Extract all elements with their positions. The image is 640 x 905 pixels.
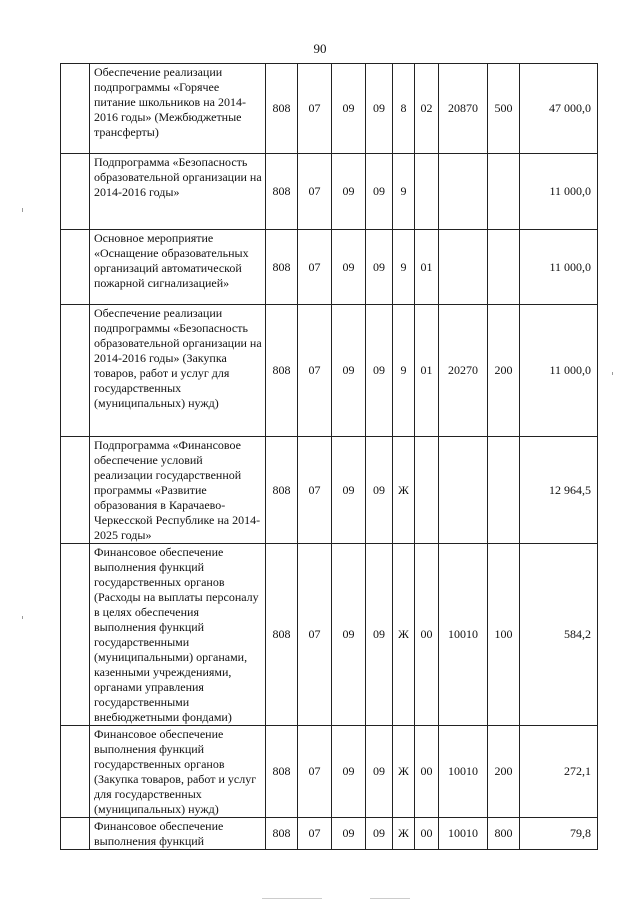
row-number-cell — [61, 230, 90, 305]
subprogram-code-cell: 9 — [393, 230, 415, 305]
ministry-code-cell: 808 — [266, 230, 298, 305]
row-number-cell — [61, 154, 90, 230]
amount-cell: 272,1 — [520, 726, 598, 818]
row-number-cell — [61, 818, 90, 850]
event-code-cell: 01 — [415, 305, 439, 437]
subsection-code-cell: 09 — [332, 305, 366, 437]
direction-code-cell: 20270 — [439, 305, 488, 437]
scan-mark — [262, 898, 322, 899]
section-code-cell: 07 — [298, 305, 332, 437]
amount-cell: 11 000,0 — [520, 305, 598, 437]
ministry-code-cell: 808 — [266, 726, 298, 818]
subprogram-code-cell: Ж — [393, 544, 415, 726]
direction-code-cell: 10010 — [439, 726, 488, 818]
ministry-code-cell: 808 — [266, 64, 298, 154]
item-name-cell: Подпрограмма «Безопасность образовательной организации на 2014-2016 годы» — [90, 154, 266, 230]
expense-type-code-cell — [488, 437, 520, 544]
table-row — [61, 230, 598, 305]
subprogram-code-cell: Ж — [393, 818, 415, 850]
program-code-cell: 09 — [366, 230, 393, 305]
subsection-code-cell: 09 — [332, 154, 366, 230]
row-number-cell — [61, 64, 90, 154]
budget-table — [60, 63, 598, 850]
table-body — [61, 64, 598, 850]
event-code-cell: 02 — [415, 64, 439, 154]
item-name-cell: Основное мероприятие «Оснащение образовательных организаций автоматической пожарной сигнализацией» — [90, 230, 266, 305]
section-code-cell: 07 — [298, 230, 332, 305]
expense-type-code-cell: 200 — [488, 305, 520, 437]
program-code-cell: 09 — [366, 437, 393, 544]
expense-type-code-cell: 800 — [488, 818, 520, 850]
direction-code-cell: 10010 — [439, 818, 488, 850]
expense-type-code-cell — [488, 230, 520, 305]
direction-code-cell — [439, 230, 488, 305]
row-number-cell — [61, 437, 90, 544]
subsection-code-cell: 09 — [332, 64, 366, 154]
amount-cell: 584,2 — [520, 544, 598, 726]
item-name-cell: Обеспечение реализации подпрограммы «Безопасность образовательной организации на 2014-2016 годы» (Закупка товаров, работ и услуг для государственных (муниципальных) нужд) — [90, 305, 266, 437]
expense-type-code-cell: 100 — [488, 544, 520, 726]
scan-mark — [612, 372, 613, 375]
direction-code-cell: 10010 — [439, 544, 488, 726]
section-code-cell: 07 — [298, 726, 332, 818]
expense-type-code-cell: 500 — [488, 64, 520, 154]
table-row — [61, 818, 598, 850]
event-code-cell — [415, 154, 439, 230]
program-code-cell: 09 — [366, 305, 393, 437]
table-row — [61, 305, 598, 437]
subsection-code-cell: 09 — [332, 726, 366, 818]
program-code-cell: 09 — [366, 818, 393, 850]
ministry-code-cell: 808 — [266, 818, 298, 850]
section-code-cell: 07 — [298, 154, 332, 230]
scan-mark — [370, 898, 410, 899]
subprogram-code-cell: Ж — [393, 726, 415, 818]
ministry-code-cell: 808 — [266, 437, 298, 544]
item-name-cell: Финансовое обеспечение выполнения функций государственных органов (Закупка товаров, работ и услуг для государственных (муниципальных) нужд) — [90, 726, 266, 818]
event-code-cell: 00 — [415, 726, 439, 818]
program-code-cell: 09 — [366, 154, 393, 230]
subsection-code-cell: 09 — [332, 544, 366, 726]
expense-type-code-cell: 200 — [488, 726, 520, 818]
subprogram-code-cell: 9 — [393, 305, 415, 437]
direction-code-cell: 20870 — [439, 64, 488, 154]
subsection-code-cell: 09 — [332, 818, 366, 850]
section-code-cell: 07 — [298, 818, 332, 850]
amount-cell: 12 964,5 — [520, 437, 598, 544]
amount-cell: 11 000,0 — [520, 154, 598, 230]
subsection-code-cell: 09 — [332, 230, 366, 305]
direction-code-cell — [439, 154, 488, 230]
section-code-cell: 07 — [298, 437, 332, 544]
table-row — [61, 437, 598, 544]
table-row — [61, 154, 598, 230]
event-code-cell: 00 — [415, 544, 439, 726]
table-row — [61, 726, 598, 818]
section-code-cell: 07 — [298, 544, 332, 726]
direction-code-cell — [439, 437, 488, 544]
subprogram-code-cell: 8 — [393, 64, 415, 154]
section-code-cell: 07 — [298, 64, 332, 154]
event-code-cell: 00 — [415, 818, 439, 850]
program-code-cell: 09 — [366, 726, 393, 818]
item-name-cell: Финансовое обеспечение выполнения функций — [90, 818, 266, 850]
amount-cell: 11 000,0 — [520, 230, 598, 305]
subsection-code-cell: 09 — [332, 437, 366, 544]
page-number: 90 — [313, 41, 327, 56]
subprogram-code-cell: Ж — [393, 437, 415, 544]
event-code-cell — [415, 437, 439, 544]
amount-cell: 47 000,0 — [520, 64, 598, 154]
expense-type-code-cell — [488, 154, 520, 230]
ministry-code-cell: 808 — [266, 154, 298, 230]
subprogram-code-cell: 9 — [393, 154, 415, 230]
scan-mark — [22, 208, 23, 212]
scan-mark — [22, 616, 23, 619]
row-number-cell — [61, 305, 90, 437]
item-name-cell: Подпрограмма «Финансовое обеспечение условий реализации государственной программы «Развитие образования в Карачаево-Черкесской Республике на 2014-2025 годы» — [90, 437, 266, 544]
table-row — [61, 544, 598, 726]
row-number-cell — [61, 726, 90, 818]
table-row — [61, 64, 598, 154]
ministry-code-cell: 808 — [266, 544, 298, 726]
program-code-cell: 09 — [366, 544, 393, 726]
amount-cell: 79,8 — [520, 818, 598, 850]
ministry-code-cell: 808 — [266, 305, 298, 437]
item-name-cell: Обеспечение реализации подпрограммы «Горячее питание школьников на 2014-2016 годы» (Межбюджетные трансферты) — [90, 64, 266, 154]
program-code-cell: 09 — [366, 64, 393, 154]
item-name-cell: Финансовое обеспечение выполнения функций государственных органов (Расходы на выплаты персоналу в целях обеспечения выполнения функций государственными (муниципальными) органами, казенными учреждениями, органами управления государственными внебюджетными фондами) — [90, 544, 266, 726]
row-number-cell — [61, 544, 90, 726]
event-code-cell: 01 — [415, 230, 439, 305]
